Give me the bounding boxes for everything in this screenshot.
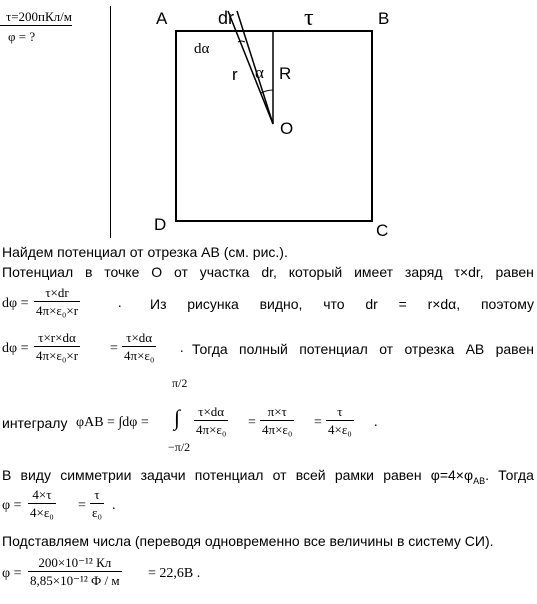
phi-ab-subscript: AB [473,475,486,486]
word: точке [104,264,140,280]
denominator: 4π×ε₀ [196,422,227,437]
denominator: 4×ε₀ [328,422,352,437]
word: равен [495,341,534,357]
word: участка [199,264,250,280]
formula-phiAB-lhs: φAB = ∫dφ = [76,415,149,430]
integral-lower-limit: −π/2 [168,440,191,454]
given-divider [110,6,111,238]
word: всей [295,467,326,483]
word: r×dα, [427,296,461,312]
given-tau: τ=200пКл/м [6,9,73,24]
word: равен [495,264,534,280]
word: задачи [140,467,186,483]
integral-upper-limit: π/2 [172,376,188,390]
denominator: ε₀ [92,505,102,520]
formula-fraction-2 [34,329,80,364]
label-B: B [378,9,390,28]
word: в [84,264,93,280]
denominator: 4π×ε₀×r [36,348,79,363]
formula-fraction-7 [28,486,56,521]
numerator: 200×10⁻¹² Кл [28,554,122,572]
formula-fraction-8 [90,486,104,521]
formula-fraction-6 [326,403,354,438]
denominator: 4π×ε₀×r [36,303,79,318]
equals-sign: = [78,498,86,513]
label-D: D [154,215,167,234]
formula-phi-lhs: φ = [2,498,22,513]
word: видно, [259,296,303,312]
label-dr: dr [218,8,235,28]
text-line-6 [2,467,534,486]
period: . [180,341,184,356]
numerator: τ×dα [194,403,228,421]
word: = [398,296,407,312]
word: τ×dr, [454,264,484,280]
text-line-4 [192,341,534,357]
integral-word: интегралу [2,415,68,431]
phi-ab-expr: φ=4×φ [430,467,474,483]
word: поэтому [480,296,534,312]
label-tau: τ [304,5,314,31]
label-A: A [156,9,168,28]
word: от [173,264,188,280]
denominator: 4π×ε₀ [124,348,155,363]
word: равен [383,467,422,483]
equals-sign: = [314,415,322,430]
period: . [374,415,378,430]
word: потенциал [194,467,264,483]
numerator: τ×dr [34,284,80,302]
denominator: 4π×ε₀ [262,422,293,437]
word: который [288,264,343,280]
numerator: τ×r×dα [34,329,80,347]
word: dr, [261,264,277,280]
integral-sign: ∫ [174,405,181,430]
formula-fraction-4 [194,403,228,438]
word: Из [150,296,167,312]
word: Потенциал [2,264,74,280]
text-line-8: Подставляем числа (переводя одновременно все величины в систему СИ). [2,533,494,549]
formula-dphi-2-lhs: dφ = [2,341,29,356]
numerator: τ×dα [122,329,156,347]
label-dalpha: dα [194,41,210,57]
label-R: R [279,64,292,83]
word: Тогда [498,467,534,483]
formula-fraction-5 [260,403,294,438]
text-line-1: Найдем потенциал от отрезка АВ (см. рис.). [2,244,288,260]
word: симметрии [60,467,132,483]
formula-dphi-1-lhs: dφ = [2,296,29,311]
label-alpha: α [255,63,264,82]
word: что [323,296,345,312]
square-frame [176,31,372,221]
denominator: 4×ε₀ [30,505,54,520]
denominator: 8,85×10⁻¹² Ф / м [30,573,120,588]
label-O: O [280,119,294,138]
formula-fraction-3 [122,329,156,364]
formula-fraction-1 [34,284,80,319]
word: Тогда [192,341,228,357]
word: В [2,467,12,483]
word: рамки [334,467,374,483]
word: потенциал [299,341,368,357]
period: . [112,498,116,513]
numerator: 4×τ [28,486,56,504]
word: $\varphi=4\times\varphi_{AB}$. [430,467,489,486]
given-underline [0,25,72,26]
text-line-2 [2,264,534,280]
formula-phi-final-lhs: φ = [2,566,22,581]
formula-fraction-9 [28,554,122,589]
numerator: τ [326,403,354,421]
numerator: τ [90,486,104,504]
word: отрезка [404,341,455,357]
word: заряд [404,264,443,280]
word: полный [239,341,288,357]
label-r: r [232,65,238,84]
word: имеет [354,264,394,280]
frame-figure [150,0,410,245]
word: АВ [465,341,485,357]
equals-sign: = [248,415,256,430]
text-line-3 [150,296,534,312]
numerator: π×τ [260,403,294,421]
word: О [151,264,163,280]
word: рисунка [187,296,239,312]
given-phi: φ = ? [8,29,36,44]
word: от [379,341,394,357]
word: от [272,467,287,483]
word: dr [365,296,378,312]
label-C: C [376,221,389,240]
equals-sign: = [110,341,118,356]
period: . [118,296,122,311]
dalpha-arc [238,41,245,42]
word: виду [20,467,51,483]
result-value: = 22,6В . [148,566,201,581]
